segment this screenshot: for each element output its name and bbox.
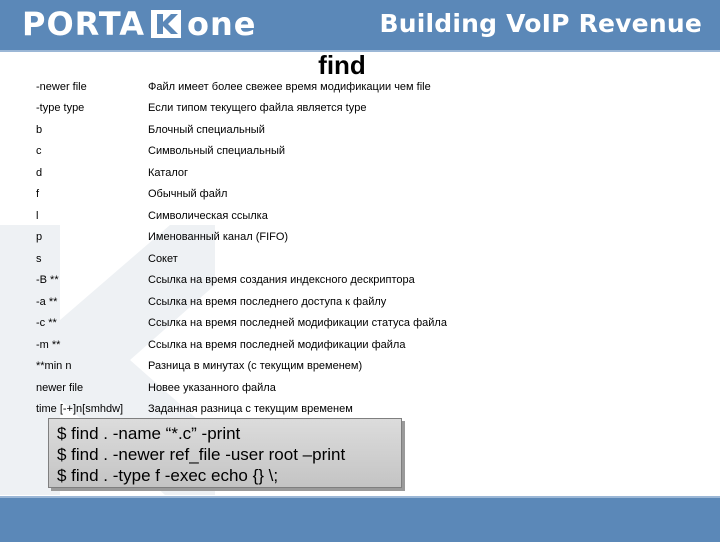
option-key: -B **	[36, 274, 59, 287]
option-key: -type type	[36, 102, 85, 115]
option-key: newer file	[36, 381, 84, 394]
option-key: -c **	[36, 317, 57, 330]
option-row	[36, 227, 696, 249]
example-commands-box	[48, 418, 402, 488]
option-desc: Если типом текущего файла является type	[148, 102, 367, 115]
option-desc: Новее указанного файла	[148, 381, 276, 394]
option-key: d	[36, 166, 43, 179]
option-row	[36, 291, 696, 313]
option-row	[36, 119, 696, 141]
option-row	[36, 356, 696, 378]
option-desc: Разница в минутах (с текущим временем)	[148, 360, 363, 373]
option-row	[36, 377, 696, 399]
option-desc: Символическая ссылка	[148, 209, 268, 222]
option-desc: Ссылка на время создания индексного дескриптора	[148, 274, 415, 287]
option-key: f	[36, 188, 40, 201]
option-desc: Ссылка на время последнего доступа к файлу	[148, 295, 387, 308]
footer-bar	[0, 496, 720, 542]
logo-text-left: PORTA	[22, 5, 145, 43]
slide-title: find	[318, 50, 366, 80]
option-desc: Блочный специальный	[148, 123, 265, 136]
option-row	[36, 98, 696, 120]
option-row	[36, 205, 696, 227]
portaone-logo	[22, 7, 256, 41]
option-row	[36, 76, 696, 98]
header-bar	[0, 0, 720, 52]
option-row	[36, 313, 696, 335]
option-key: -a **	[36, 295, 58, 308]
option-key: b	[36, 123, 43, 136]
option-key: **min n	[36, 360, 72, 373]
option-desc: Обычный файл	[148, 188, 228, 201]
option-desc: Ссылка на время последней модификации файла	[148, 338, 406, 351]
command-line: $ find . -newer ref_file -user root –print	[57, 445, 346, 464]
option-desc: Заданная разница с текущим временем	[148, 403, 353, 416]
option-row	[36, 141, 696, 163]
option-row	[36, 248, 696, 270]
option-desc: Ссылка на время последней модификации статуса файла	[148, 317, 447, 330]
option-key: -newer file	[36, 80, 87, 93]
option-desc: Сокет	[148, 252, 178, 265]
option-desc: Файл имеет более свежее время модификации чем file	[148, 80, 431, 93]
option-key: s	[36, 252, 42, 265]
option-desc: Каталог	[148, 166, 188, 179]
command-line: $ find . -type f -exec echo {} \;	[57, 466, 279, 485]
option-key: p	[36, 231, 43, 244]
option-row	[36, 162, 696, 184]
option-row	[36, 184, 696, 206]
option-key: time [-+]n[smhdw]	[36, 403, 124, 416]
options-table	[36, 76, 696, 420]
option-desc: Символьный специальный	[148, 145, 285, 158]
option-row	[36, 399, 696, 421]
option-desc: Именованный канал (FIFO)	[148, 231, 289, 244]
logo-mark-icon	[151, 10, 181, 38]
option-row	[36, 334, 696, 356]
tagline: Building VoIP Revenue	[379, 9, 702, 38]
option-key: c	[36, 145, 42, 158]
command-line: $ find . -name “*.c” -print	[57, 424, 241, 443]
option-key: l	[36, 209, 39, 222]
logo-text-right: one	[186, 5, 257, 43]
option-row	[36, 270, 696, 292]
option-key: -m **	[36, 338, 61, 351]
